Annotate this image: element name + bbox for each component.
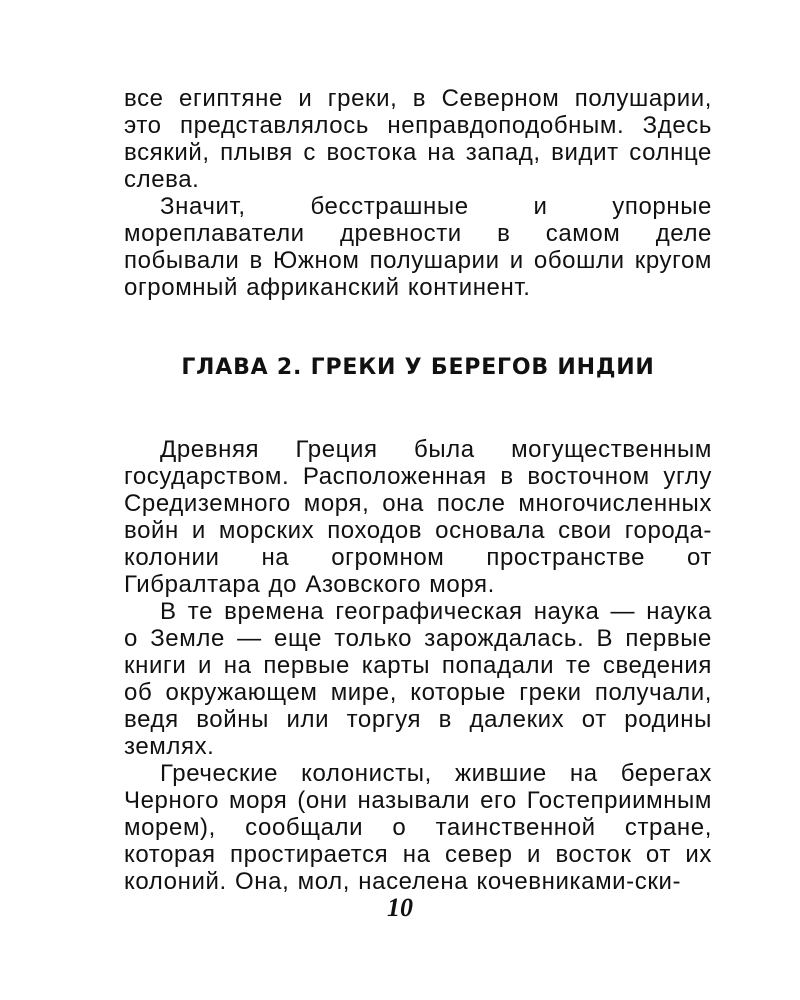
- chapter-text-block: [124, 436, 712, 895]
- paragraph-continuation: все египтяне и греки, в Северном полушарии, это представлялось неправдоподобным. Здесь всякий, плывя с востока на запад, видит солнце слева.: [124, 85, 712, 193]
- paragraph: Значит, бесстрашные и упорные мореплаватели древности в самом деле побывали в Южном полушарии и обошли кругом огромный африканский континент.: [124, 193, 712, 301]
- paragraph: Древняя Греция была могущественным государством. Расположенная в восточном углу Средиземного моря, она после многочисленных войн и морских походов основала свои города-колонии на огромном пространстве от Гибралтара до Азовского моря.: [124, 436, 712, 598]
- paragraph: В те времена географическая наука — наука о Земле — еще только зарождалась. В первые книги и на первые карты попадали те сведения об окружающем мире, которые греки получали, ведя войны или торгуя в далеких от родины землях.: [124, 598, 712, 760]
- top-text-block: [124, 85, 712, 301]
- page-number: 10: [387, 893, 413, 922]
- chapter-heading: ГЛАВА 2. ГРЕКИ У БЕРЕГОВ ИНДИИ: [181, 355, 655, 380]
- paragraph: Греческие колонисты, жившие на берегах Черного моря (они называли его Гостеприимным морем), сообщали о таинственной стране, которая простирается на север и восток от их колоний. Она, мол, населена кочевниками-ски-: [124, 760, 712, 895]
